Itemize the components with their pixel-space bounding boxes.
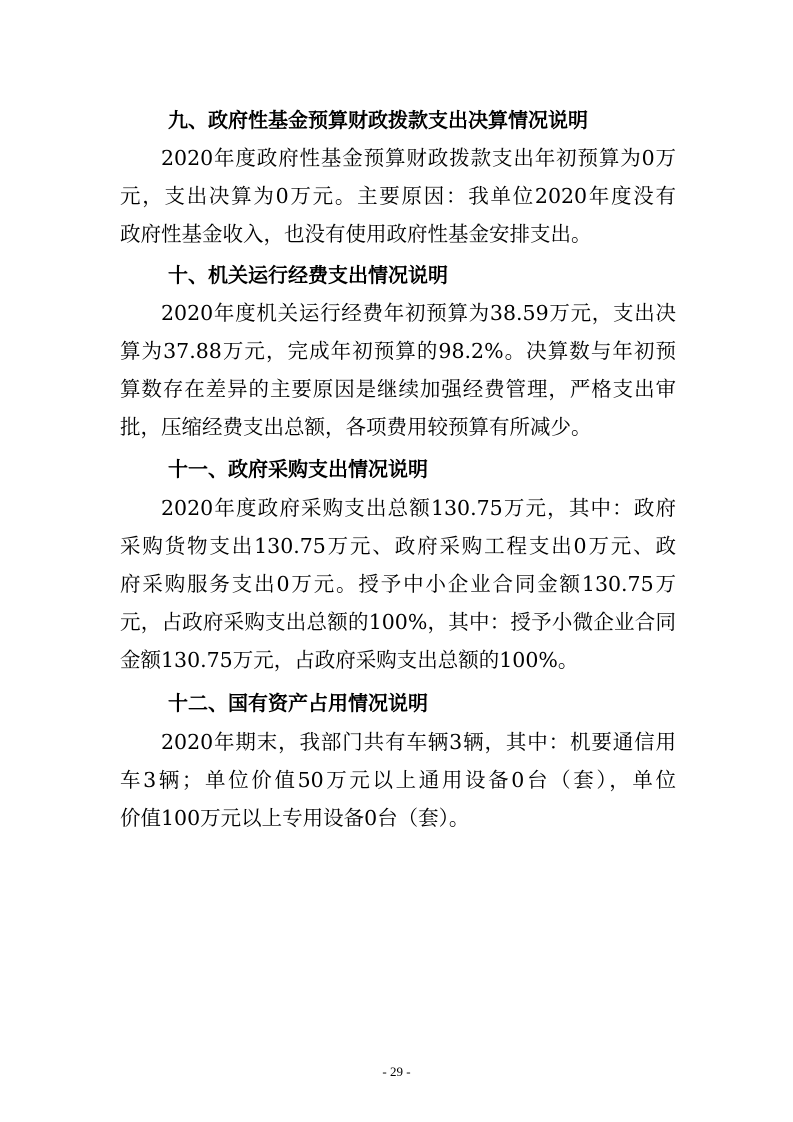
paragraph-line: 府采购服务支出0万元。授予中小企业合同金额130.75万 bbox=[120, 572, 676, 596]
paragraph-line: 2020年度政府性基金预算财政拨款支出年初预算为0万 bbox=[161, 146, 676, 170]
section-heading-9: 九、政府性基金预算财政拨款支出决算情况说明 bbox=[168, 108, 588, 132]
paragraph-line: 采购货物支出130.75万元、政府采购工程支出0万元、政 bbox=[120, 534, 676, 558]
paragraph-line: 金额130.75万元，占政府采购支出总额的100%。 bbox=[120, 648, 579, 672]
section-body-9 bbox=[120, 139, 676, 253]
paragraph-line: 车3辆；单位价值50万元以上通用设备0台（套），单位 bbox=[120, 768, 676, 792]
section-heading-11: 十一、政府采购支出情况说明 bbox=[168, 457, 428, 481]
section-body-12 bbox=[120, 723, 676, 837]
paragraph-line: 2020年期末，我部门共有车辆3辆，其中：机要通信用 bbox=[161, 730, 676, 754]
paragraph-line: 价值100万元以上专用设备0台（套）。 bbox=[120, 806, 470, 830]
section-heading-12: 十二、国有资产占用情况说明 bbox=[168, 691, 428, 715]
section-body-11 bbox=[120, 489, 676, 679]
paragraph-line: 算为37.88万元，完成年初预算的98.2%。决算数与年初预 bbox=[120, 339, 676, 363]
paragraph-line: 元，支出决算为0万元。主要原因：我单位2020年度没有 bbox=[120, 184, 676, 208]
paragraph-line: 2020年度机关运行经费年初预算为38.59万元，支出决 bbox=[161, 301, 676, 325]
page-number: - 29 - bbox=[382, 1064, 411, 1079]
paragraph-line: 算数存在差异的主要原因是继续加强经费管理，严格支出审 bbox=[120, 377, 676, 401]
section-body-10 bbox=[120, 294, 676, 446]
paragraph-line: 2020年度政府采购支出总额130.75万元，其中：政府 bbox=[161, 496, 676, 520]
section-heading-10: 十、机关运行经费支出情况说明 bbox=[168, 263, 448, 287]
paragraph-line: 批，压缩经费支出总额，各项费用较预算有所减少。 bbox=[120, 415, 592, 439]
paragraph-line: 政府性基金收入，也没有使用政府性基金安排支出。 bbox=[120, 222, 592, 246]
paragraph-line: 元，占政府采购支出总额的100%，其中：授予小微企业合同 bbox=[120, 610, 676, 634]
